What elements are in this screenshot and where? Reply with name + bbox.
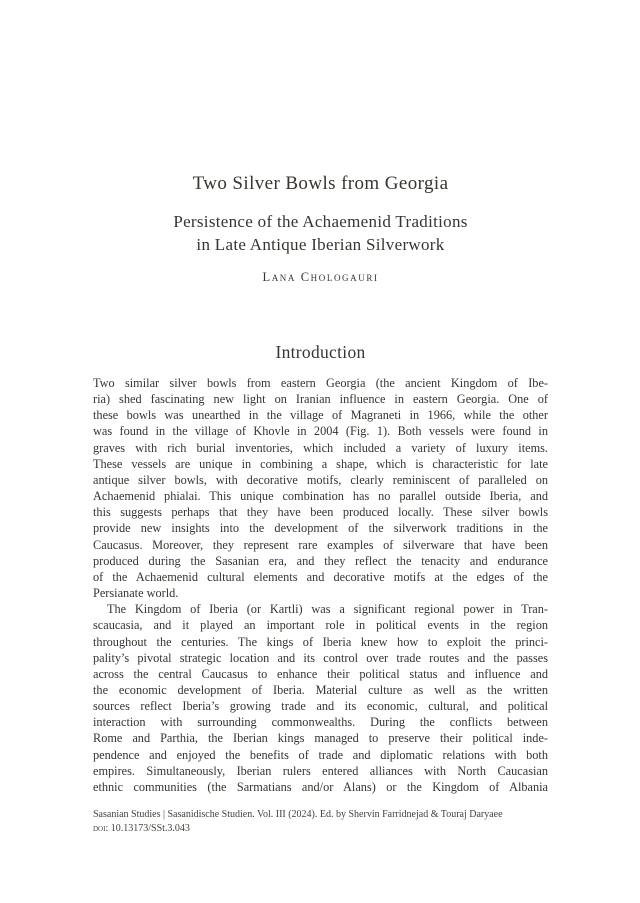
body-line: Persianate world. [93, 586, 179, 601]
body-text [93, 375, 548, 795]
page-footer [93, 808, 563, 835]
body-line: the economic development of Iberia. Material culture as well as the written [93, 682, 548, 697]
body-line: Rome and Parthia, the Iberian kings managed to preserve their political inde- [93, 731, 548, 746]
page-content [93, 0, 548, 795]
body-line: empires. Simultaneously, Iberian rulers entered alliances with North Caucasian [93, 763, 548, 778]
body-line: throughout the centuries. The kings of Iberia knew how to exploit the princi- [93, 634, 548, 649]
article-subtitle-line2: in Late Antique Iberian Silverwork [196, 234, 445, 254]
body-line: Two similar silver bowls from eastern Georgia (the ancient Kingdom of Ibe- [93, 376, 548, 390]
body-line: pendence and enjoyed the benefits of trade and diplomatic relations with both [93, 747, 548, 762]
article-title: Two Silver Bowls from Georgia [192, 173, 449, 194]
body-line: The Kingdom of Iberia (or Kartli) was a significant regional power in Tran- [107, 602, 548, 617]
article-subtitle-line1: Persistence of the Achaemenid Traditions [173, 212, 468, 231]
body-line: sources reflect Iberia’s growing trade and its economic, cultural, and political [93, 699, 548, 714]
article-subtitle [93, 211, 548, 256]
footer-citation: Sasanian Studies | Sasanidische Studien. Vol. III (2024). Ed. by Shervin Farridnejad & Touraj Daryaee [93, 809, 503, 820]
body-line: was found in the village of Khovle in 2004 (Fig. 1). Both vessels were found in [93, 424, 548, 439]
footer-doi [93, 822, 563, 836]
body-line: Caucasus. Moreover, they represent rare examples of silverware that have been [93, 537, 548, 552]
body-line: pality’s pivotal strategic location and its control over trade routes and the passes [93, 650, 548, 665]
paragraph [93, 375, 548, 601]
body-line: These vessels are unique in combining a shape, which is characteristic for late [93, 456, 548, 471]
paragraph [93, 601, 548, 795]
body-line: interaction with surrounding commonwealths. During the conflicts between [93, 715, 548, 730]
section-heading-introduction: Introduction [275, 342, 366, 362]
body-line: ethnic communities (the Sarmatians and/or Alans) or the Kingdom of Albania [93, 779, 548, 794]
body-line: scaucasia, and it played an important role in political events in the region [93, 618, 548, 633]
body-line: this suggests perhaps that they have been produced locally. These silver bowls [93, 505, 548, 520]
body-line: of the Achaemenid cultural elements and decorative motifs at the edges of the [93, 569, 548, 584]
body-line: these bowls was unearthed in the village of Magraneti in 1966, while the other [93, 408, 548, 423]
doi-label: doi: [93, 822, 109, 834]
body-line: provide new insights into the development of the silverwork traditions in the [93, 521, 548, 536]
doi-value: 10.13173/SSt.3.043 [110, 822, 190, 834]
body-line: produced during the Sasanian era, and they reflect the tenacity and endurance [93, 553, 548, 568]
body-line: ria) shed fascinating new light on Iranian influence in eastern Georgia. One of [93, 392, 548, 407]
author-name: Lana Chologauri [262, 270, 379, 284]
body-line: graves with rich burial inventories, which included a variety of luxury items. [93, 440, 548, 455]
body-line: Achaemenid phialai. This unique combination has no parallel outside Iberia, and [93, 489, 548, 504]
body-line: antique silver bowls, with decorative motifs, clearly reminiscent of paralleled on [93, 472, 548, 487]
body-line: across the central Caucasus to enhance their political status and influence and [93, 666, 548, 681]
